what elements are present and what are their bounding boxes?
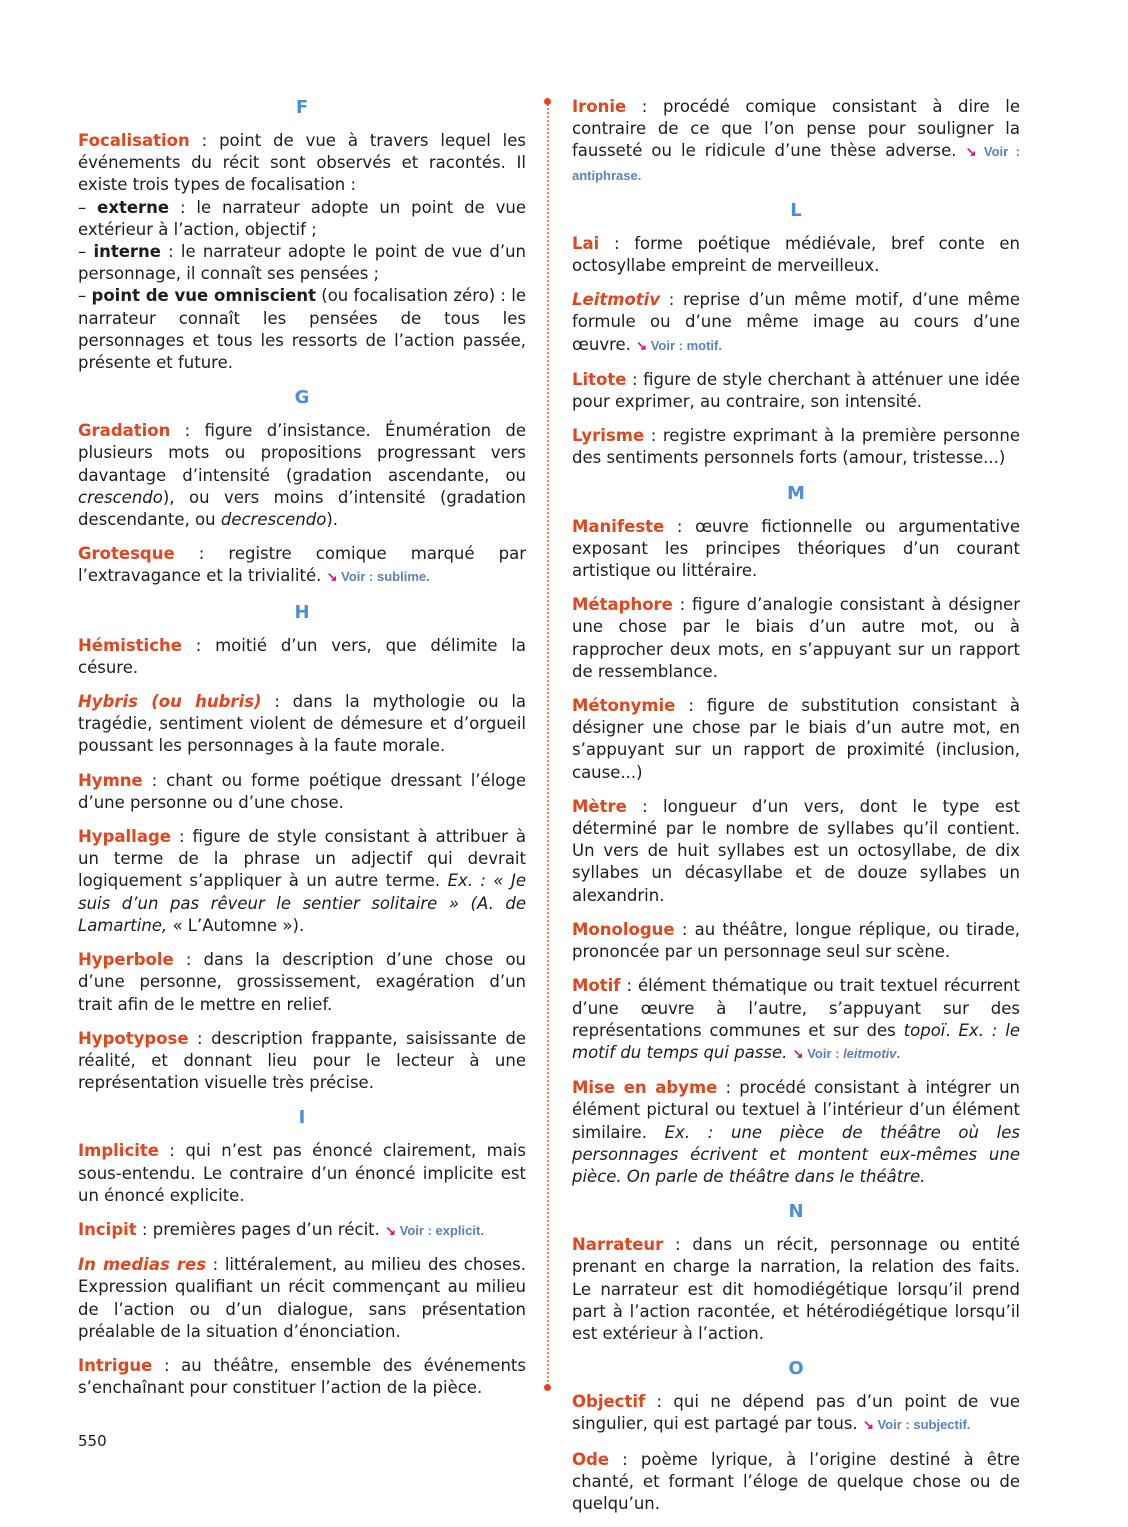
section-letter-i: I (298, 1107, 306, 1129)
term: Hymne (78, 770, 143, 790)
entry-metonymie (572, 695, 1020, 784)
definition: : qui ne dépend pas d’un point de vue singulier, qui est partagé par tous. (572, 1392, 1020, 1434)
entry-gradation (78, 420, 526, 531)
definition: : registre exprimant à la première personne des sentiments personnels forts (amour, tristesse...) (572, 426, 1020, 468)
entry-metaphore (572, 594, 1020, 683)
see-also-end: . (896, 1045, 901, 1061)
definition: : élément thématique ou trait textuel récurrent d’une œuvre à l’autre, s’appuyant sur des représentations communes et sur des (572, 976, 1020, 1040)
entry-hypallage (78, 826, 526, 937)
entry-grotesque (78, 543, 526, 588)
entry-in-medias-res (78, 1254, 526, 1343)
divider-dot-bottom (544, 1384, 551, 1391)
example: Ex. : le motif du temps qui passe. (572, 1020, 1020, 1062)
entry-incipit (78, 1219, 526, 1242)
term: Mise en abyme (572, 1078, 718, 1098)
definition: : poème lyrique, à l’origine destiné à être chanté, et formant l’éloge de quelque chose ou de quelqu’un. (572, 1449, 1020, 1513)
term: Leitmotiv (572, 290, 661, 310)
term: Hyperbole (78, 950, 174, 970)
arrow-icon: ↘ (965, 144, 977, 160)
definition: . (945, 1020, 959, 1040)
entry-lai (572, 233, 1020, 277)
entry-leitmotiv (572, 289, 1020, 357)
definition: ). (292, 915, 305, 935)
dash: – (78, 197, 98, 217)
italic-word: decrescendo (220, 510, 327, 530)
term: Métonymie (572, 696, 676, 716)
see-also-term: leitmotiv (843, 1045, 897, 1061)
definition: : dans un récit, personnage ou entité prenant en charge la narration, la relation des faits. Le narrateur est dit homodiégétique lorsqu’il prend part à l’action racontée, et hétérodiégétique lorsqu’il est extérieur à l’action. (572, 1235, 1020, 1343)
entry-objectif (572, 1391, 1020, 1436)
term: Intrigue (78, 1355, 153, 1375)
definition: : moitié d’un vers, que délimite la césure. (78, 635, 526, 677)
entry-implicite (78, 1140, 526, 1207)
see-also-link[interactable] (636, 338, 722, 353)
definition: : figure de substitution consistant à désigner une chose par le biais d’un autre mot, en s’appuyant sur un rapport de proximité (inclusion, cause...) (572, 696, 1020, 782)
section-letter-h: H (294, 601, 310, 623)
arrow-icon: ↘ (792, 1045, 804, 1061)
term: Lyrisme (572, 426, 645, 446)
definition: : longueur d’un vers, dont le type est déterminé par le nombre de syllabes qu’il contient. Un vers de huit syllabes est un octosyllabe, de dix syllabes un décasyllabe et de douze syllabes un alexandrin. (572, 796, 1020, 905)
arrow-icon: ↘ (862, 1417, 874, 1433)
entry-hybris (78, 691, 526, 758)
definition: : description frappante, saisissante de réalité, et donnant lieu pour le lecteur à une représentation visuelle très précise. (78, 1028, 526, 1093)
see-also-label: Voir : antiphrase. (572, 144, 1020, 183)
see-also-label: Voir : subjectif. (877, 1417, 971, 1433)
term: Grotesque (78, 544, 175, 564)
see-also-link[interactable] (863, 1417, 970, 1432)
entry-motif (572, 975, 1020, 1065)
term: Litote (572, 369, 627, 389)
entry-hyperbole (78, 949, 526, 1016)
column-divider (547, 100, 549, 1390)
entry-ironie (572, 96, 1020, 187)
dash: – (78, 242, 94, 262)
arrow-icon: ↘ (636, 337, 648, 353)
term: Hypotypose (78, 1028, 189, 1048)
definition: : œuvre fictionnelle ou argumentative exposant les principes théoriques d’un courant artistique ou littéraire. (572, 516, 1020, 581)
arrow-icon: ↘ (326, 569, 338, 585)
subterm: point de vue omniscient (91, 286, 316, 306)
see-also-link[interactable] (327, 569, 430, 584)
example: Ex. : « Je suis d’un pas rêveur le sentier solitaire » (A. de Lamartine, (78, 871, 526, 935)
definition: : figure de style consistant à attribuer à un terme de la phrase un adjectif qui devrait logiquement s’appliquer à un autre terme. (78, 827, 526, 891)
term: Manifeste (572, 516, 665, 536)
see-also-link[interactable] (793, 1046, 901, 1061)
term: Incipit (78, 1219, 137, 1239)
term: Ironie (572, 97, 627, 116)
term: Lai (572, 233, 600, 253)
see-also-link[interactable] (385, 1223, 484, 1238)
definition: (ou focalisation zéro) : le narrateur connaît les pensées de tous les personnages et tous les ressorts de l’action passée, présente et future. (78, 286, 526, 373)
term: Mètre (572, 796, 627, 816)
left-column (78, 96, 526, 1411)
definition: : registre comique marqué par l’extravagance et la trivialité. (78, 544, 526, 586)
definition: : procédé consistant à intégrer un élément pictural ou textuel à l’intérieur d’un élément similaire. (572, 1078, 1020, 1142)
entry-litote (572, 369, 1020, 413)
definition: : le narrateur adopte un point de vue extérieur à l’action, objectif ; (78, 197, 526, 239)
term: Monologue (572, 919, 675, 939)
entry-metre (572, 796, 1020, 907)
see-also-label: Voir : (807, 1045, 844, 1061)
divider-dot-top (544, 98, 551, 105)
subterm: externe (97, 197, 170, 217)
dash: – (78, 286, 92, 306)
section-letter-m: M (787, 482, 805, 504)
definition: : au théâtre, ensemble des événements s’enchaînant pour constituer l’action de la pièce. (78, 1355, 526, 1398)
definition: : le narrateur adopte le point de vue d’un personnage, il connaît ses pensées ; (78, 242, 526, 284)
definition: : chant ou forme poétique dressant l’éloge d’une personne ou d’une chose. (78, 770, 526, 812)
see-also-label: Voir : explicit. (399, 1222, 484, 1238)
italic-word: topoï (903, 1020, 946, 1040)
definition: : dans la mythologie ou la tragédie, sentiment violent de démesure et d’orgueil poussant les personnages à la faute morale. (78, 692, 527, 756)
definition: : forme poétique médiévale, bref conte en octosyllabe empreint de merveilleux. (572, 233, 1020, 276)
section-letter-n: N (788, 1201, 804, 1223)
definition: ), ou vers moins d’intensité (gradation descendante, ou (78, 487, 526, 530)
entry-hemistiche (78, 635, 526, 679)
section-letter-g: G (294, 387, 310, 409)
definition: : qui n’est pas énoncé clairement, mais sous-entendu. Le contraire d’un énoncé implicite est un énoncé explicite. (78, 1141, 526, 1205)
term: Hémistiche (78, 635, 182, 655)
definition: : procédé comique consistant à dire le contraire de ce que l’on pense pour souligner la fausseté ou le ridicule d’une thèse adverse. (572, 97, 1020, 161)
term: Gradation (78, 421, 171, 441)
quote: « L’Automne » (172, 915, 293, 935)
right-column (572, 96, 1020, 1527)
definition: : figure de style cherchant à atténuer une idée pour exprimer, au contraire, son intensité. (572, 369, 1020, 412)
term: Objectif (572, 1392, 646, 1412)
sub-entry (78, 285, 526, 374)
example: Ex. : une pièce de théâtre où les personnages écrivent et montent eux-mêmes une pièce. On parle de théâtre dans le théâtre. (572, 1122, 1020, 1186)
see-also-label: Voir : motif. (650, 337, 722, 353)
term: Métaphore (572, 595, 673, 615)
entry-ode (572, 1449, 1020, 1516)
entry-focalisation (78, 130, 526, 374)
entry-lyrisme (572, 425, 1020, 469)
definition: : reprise d’un même motif, d’une même formule ou d’une même image au cours d’une œuvre. (572, 290, 1020, 354)
term: Narrateur (572, 1235, 664, 1255)
section-letter-o: O (788, 1358, 804, 1380)
see-also-label: Voir : sublime. (341, 569, 430, 585)
definition: ). (326, 510, 339, 530)
entry-hypotypose (78, 1028, 526, 1095)
term: Focalisation (78, 131, 190, 150)
sub-entry (78, 197, 526, 241)
section-letter-f: F (295, 97, 309, 118)
subterm: interne (93, 242, 161, 262)
entry-narrateur (572, 1234, 1020, 1345)
definition: : point de vue à travers lequel les événements du récit sont observés et racontés. Il existe trois types de focalisation : (78, 131, 526, 195)
definition: : figure d’insistance. Énumération de plusieurs mots ou propositions progressant vers davantage d’intensité (gradation ascendante, ou (78, 421, 526, 485)
entry-intrigue (78, 1355, 526, 1399)
entry-monologue (572, 919, 1020, 963)
definition: : premières pages d’un récit. (136, 1219, 386, 1239)
entry-hymne (78, 770, 526, 814)
definition: : figure d’analogie consistant à désigner une chose par le biais d’un autre mot, ou à rapprocher deux mots, en s’appuyant sur un rapport de ressemblance. (572, 595, 1020, 681)
page-number: 550 (78, 1432, 107, 1450)
term: Hybris (ou hubris) (78, 692, 262, 712)
term: Ode (572, 1449, 610, 1469)
term: Motif (572, 976, 621, 996)
definition: : au théâtre, longue réplique, ou tirade, prononcée par un personnage seul sur scène. (572, 919, 1020, 962)
section-letter-l: L (790, 199, 802, 221)
entry-manifeste (572, 516, 1020, 583)
italic-word: crescendo (78, 487, 163, 507)
term: In medias res (78, 1255, 207, 1275)
arrow-icon: ↘ (385, 1222, 397, 1238)
definition: : dans la description d’une chose ou d’une personne, grossissement, exagération d’un trait afin de le mettre en relief. (78, 950, 526, 1014)
definition: : littéralement, au milieu des choses. Expression qualifiant un récit commençant au milieu de l’action ou d’un dialogue, sans présentation préalable de la situation d’énonciation. (78, 1255, 526, 1341)
term: Implicite (78, 1141, 159, 1161)
term: Hypallage (78, 827, 171, 847)
entry-mise-en-abyme (572, 1077, 1020, 1188)
sub-entry (78, 241, 526, 285)
